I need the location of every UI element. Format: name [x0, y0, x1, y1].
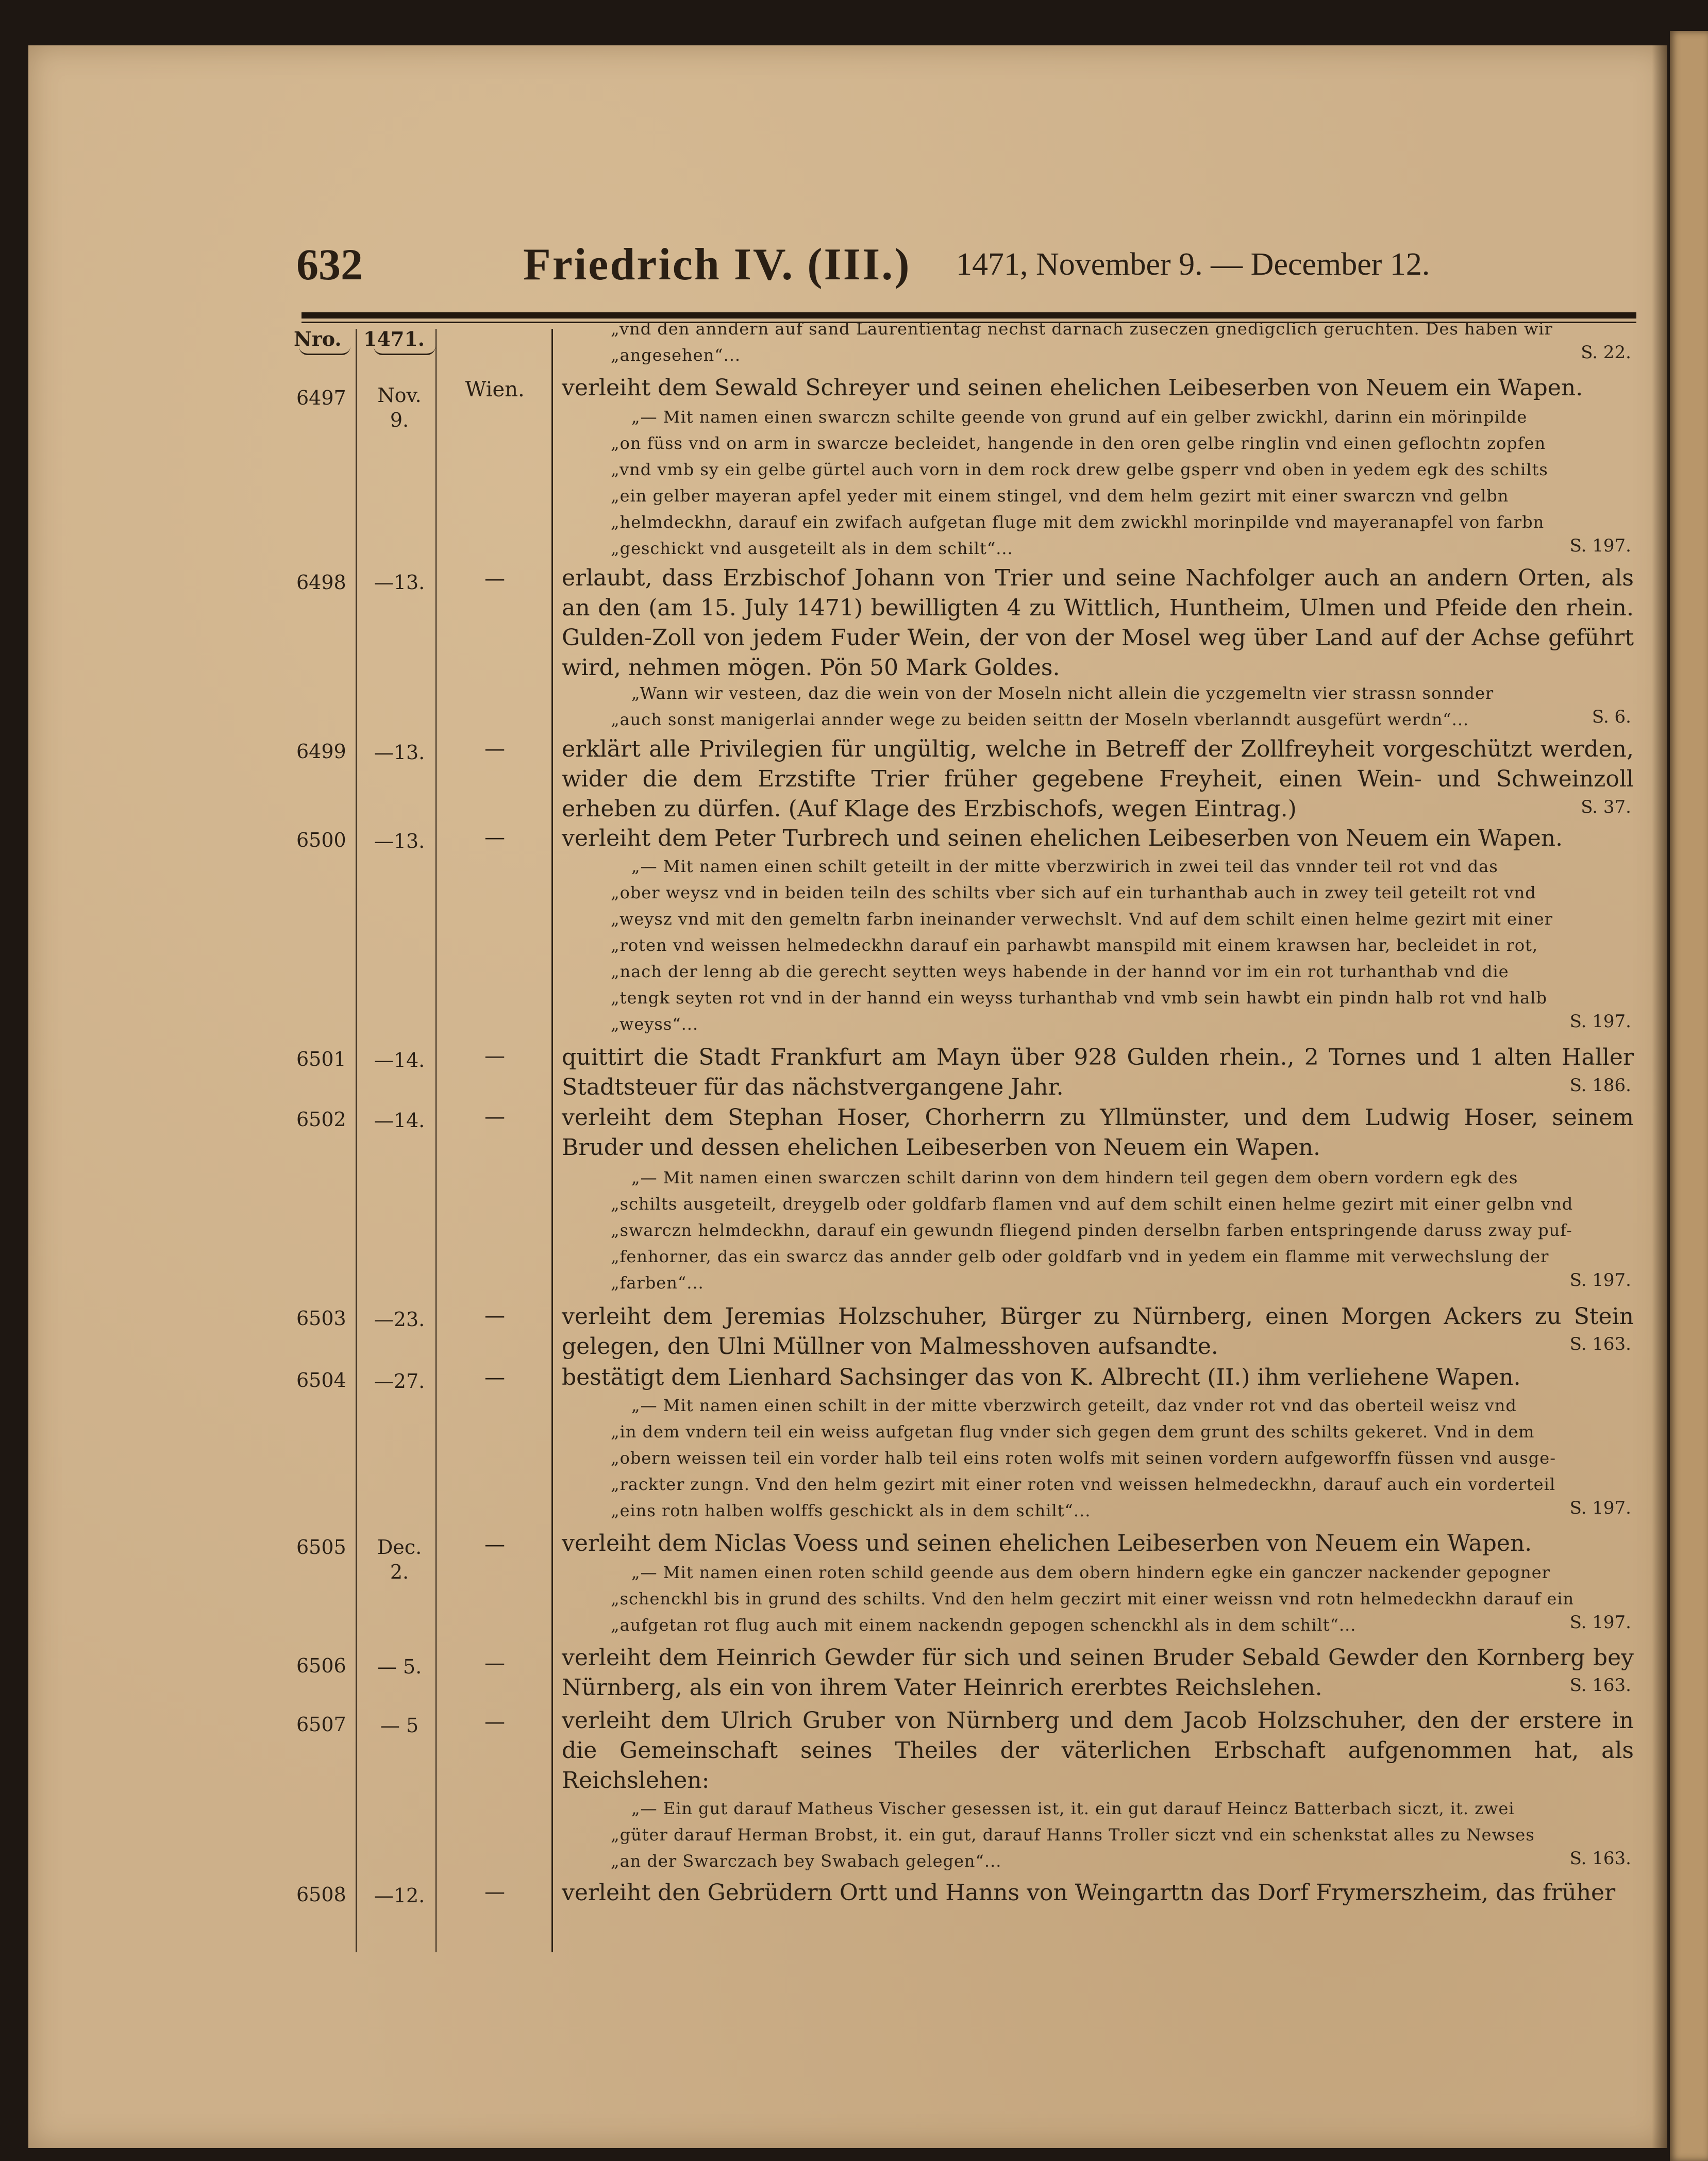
entry-place: —	[484, 1651, 505, 1675]
quote-line: „aufgetan rot flug auch mit einem nackendn gepogen schenckhl als in dem schilt“...	[611, 1615, 1357, 1635]
quote-line: „— Mit namen einen roten schild geende aus dem obern hindern egke ein ganczer nackender gepogner	[631, 1563, 1550, 1582]
source-reference: S. 22.	[1581, 342, 1631, 363]
source-reference: S. 163.	[1569, 1675, 1631, 1696]
entry-text: verleiht dem Peter Turbrech und seinen ehelichen Leibeserben von Neuem ein Wapen.	[562, 825, 1563, 851]
entry-text: verleiht den Gebrüdern Ortt und Hanns von Weingarttn das Dorf Frymerszheim, das früher	[562, 1880, 1616, 1906]
entry-place: —	[484, 1880, 505, 1904]
source-reference: S. 37.	[1581, 797, 1631, 817]
quote-line: „güter darauf Herman Brobst, it. ein gut, darauf Hanns Troller siczt vnd ein schenkstat alles zu Newses	[611, 1825, 1535, 1845]
entry-place: —	[484, 1366, 505, 1389]
entry-place: —	[484, 826, 505, 849]
gutter-shadow	[1652, 45, 1667, 2148]
column-label-number: Nro.	[294, 327, 342, 350]
page-number: 632	[296, 240, 363, 289]
quote-line: „tengk seyten rot vnd in der hannd ein weyss turhanthab vnd vmb sein hawbt ein pindn halb rot vnd halb	[611, 988, 1547, 1008]
entry-text: erlaubt, dass Erzbischof Johann von Trier und seine Nachfolger auch an andern Orten, als an den (am 15. July 1471) bewilligten 4 zu Wittlich, Huntheim, Ulmen und Pfeide den rhein. Gulden-Zoll von jedem Fuder Wein, der von der Mosel weg über Land auf der Achse geführt wird, nehmen mögen. Pön 50 Mark Goldes.	[562, 565, 1634, 681]
page-title: Friedrich IV. (III.)	[523, 240, 911, 290]
entry-number: 6504	[296, 1369, 346, 1392]
source-reference: S. 197.	[1569, 1612, 1631, 1633]
source-reference: S. 186.	[1569, 1075, 1631, 1096]
quote-line: „vnd vmb sy ein gelbe gürtel auch vorn in dem rock drew gelbe gsperr vnd oben in yedem egk des schilts	[611, 460, 1548, 479]
quote-line: „obern weissen teil ein vorder halb teil eins roten wolfs mit seinen vordern aufgeworffn füssen vnd ausge-	[611, 1448, 1556, 1468]
entry-place: —	[484, 1304, 505, 1328]
quote-line: „angesehen“...	[611, 345, 741, 365]
entry-text: verleiht dem Sewald Schreyer und seinen ehelichen Leibeserben von Neuem ein Wapen.	[562, 375, 1583, 401]
quote-line: „rackter zungn. Vnd den helm gezirt mit einer roten vnd weissen helmedeckhn, darauf auch ein vorderteil	[611, 1475, 1556, 1494]
column-brace	[374, 346, 436, 355]
source-reference: S. 197.	[1569, 1270, 1631, 1291]
entry-number: 6498	[296, 571, 346, 594]
entry-text: verleiht dem Niclas Voess und seinen ehelichen Leibeserben von Neuem ein Wapen.	[562, 1530, 1532, 1556]
quote-line: „eins rotn halben wolffs geschickt als in dem schilt“...	[611, 1501, 1091, 1520]
entry-date: —13.	[374, 571, 425, 594]
source-reference: S. 6.	[1592, 707, 1631, 727]
entry-date: — 5	[380, 1714, 419, 1737]
entry-place: —	[484, 1105, 505, 1129]
document-page	[28, 45, 1667, 2148]
quote-line: „nach der lenng ab die gerecht seytten weys habende in der hannd vor im ein rot turhanthab vnd die	[611, 962, 1509, 981]
entry-date: —13.	[374, 741, 425, 764]
quote-line: „ein gelber mayeran apfel yeder mit einem stingel, vnd dem helm gezirt mit einer swarczn vnd gelbn	[611, 486, 1509, 506]
entry-number: 6500	[296, 829, 346, 851]
source-reference: S. 197.	[1569, 1498, 1631, 1518]
column-brace	[299, 346, 350, 355]
quote-line: „schilts ausgeteilt, dreygelb oder goldfarb flamen vnd auf dem schilt einen helme gezirt mit einer gelbn vnd	[611, 1194, 1573, 1214]
entry-number: 6503	[296, 1307, 346, 1330]
quote-line: „weyss“...	[611, 1014, 699, 1034]
entry-date: —23.	[374, 1308, 425, 1331]
quote-line: „schenckhl bis in grund des schilts. Vnd den helm geczirt mit einer weissn vnd rotn helmedeckhn darauf ein	[611, 1589, 1575, 1609]
quote-line: „geschickt vnd ausgeteilt als in dem schilt“...	[611, 539, 1013, 558]
entry-place: Wien.	[465, 378, 525, 401]
quote-line: „— Ein gut darauf Matheus Vischer gesessen ist, it. ein gut darauf Heincz Batterbach siczt, it. zwei	[631, 1799, 1515, 1818]
entry-text: verleiht dem Stephan Hoser, Chorherrn zu Yllmünster, und dem Ludwig Hoser, seinem Bruder und dessen ehelichen Leibeserben von Neuem ein Wapen.	[562, 1104, 1634, 1161]
entry-date: —12.	[374, 1884, 425, 1907]
quote-line: „auch sonst manigerlai annder wege zu beiden seittn der Moseln vberlanndt ausgefürt werdn“...	[611, 710, 1469, 729]
entry-text: erklärt alle Privilegien für ungültig, welche in Betreff der Zollfreyheit vorgeschützt werden, wider die dem Erzstifte Trier früher gegebene Freyheit, einen Wein- und Schweinzoll erheben zu dürfen. (Auf Klage des Erzbischofs, wegen Eintrag.)	[562, 736, 1634, 822]
quote-line: „— Mit namen einen swarczn schilte geende von grund auf ein gelber zwickhl, darinn ein mörinpilde	[631, 407, 1528, 427]
entry-number: 6497	[296, 387, 346, 409]
entry-number: 6505	[296, 1536, 346, 1559]
quote-line: „in dem vndern teil ein weiss aufgetan flug vnder sich gegen dem grunt des schilts gekeret. Vnd in dem	[611, 1422, 1535, 1442]
source-reference: S. 163.	[1569, 1334, 1631, 1354]
quote-line: „ober weysz vnd in beiden teiln des schilts vber sich auf ein turhanthab auch in zwey teil geteilt rot vnd	[611, 883, 1536, 902]
source-reference: S. 163.	[1569, 1848, 1631, 1869]
entry-place: —	[484, 567, 505, 591]
entry-date: —14.	[374, 1049, 425, 1071]
quote-line: „swarczn helmdeckhn, darauf ein gewundn fliegend pinden derselbn farben entspringende daruss zway puf-	[611, 1220, 1572, 1240]
entry-place: —	[484, 1044, 505, 1068]
entry-text: verleiht dem Jeremias Holzschuher, Bürger zu Nürnberg, einen Morgen Ackers zu Stein gelegen, den Ulni Müllner von Malmesshoven aufsandte.	[562, 1303, 1634, 1360]
quote-line: „Wann wir vesteen, daz die wein von der Moseln nicht allein die yczgemeltn vier strassn sonnder	[631, 683, 1494, 703]
quote-line: „roten vnd weissen helmedeckhn darauf ein parhawbt manspild mit einem krawsen har, becleidet in rot,	[611, 935, 1538, 955]
entry-text: bestätigt dem Lienhard Sachsinger das von K. Albrecht (II.) ihm verliehene Wapen.	[562, 1364, 1521, 1391]
entry-date: Nov. 9.	[377, 384, 422, 431]
quote-line: „weysz vnd mit den gemeltn farbn ineinander verwechslt. Vnd auf dem schilt einen helme gezirt mit einer	[611, 909, 1553, 929]
quote-line: „on füss vnd on arm in swarcze becleidet, hangende in den oren gelbe ringlin vnd einen geflochtn zopfen	[611, 433, 1546, 453]
entry-place: —	[484, 1533, 505, 1556]
quote-line: „vnd den anndern auf sand Laurentientag nechst darnach zuseczen gnedigclich geruchten. Des haben wir	[611, 319, 1553, 339]
entry-number: 6507	[296, 1713, 346, 1736]
entry-place: —	[484, 737, 505, 761]
column-rule	[551, 329, 553, 1952]
entry-date: — 5.	[377, 1655, 422, 1678]
entry-text: verleiht dem Ulrich Gruber von Nürnberg und dem Jacob Holzschuher, den der erstere in die Gemeinschaft seines Theiles der väterlichen Erbschaft aufgenommen hat, als Reichslehen:	[562, 1707, 1634, 1794]
entry-date: —14.	[374, 1109, 425, 1132]
column-label-year: 1471.	[363, 327, 425, 350]
date-range: 1471, November 9. — December 12.	[956, 247, 1430, 282]
source-reference: S. 197.	[1569, 1011, 1631, 1032]
quote-line: „helmdeckhn, darauf ein zwifach aufgetan fluge mit dem zwickhl morinpilde vnd mayeranapfel von farbn	[611, 512, 1545, 532]
entry-number: 6506	[296, 1654, 346, 1677]
quote-line: „an der Swarczach bey Swabach gelegen“...	[611, 1851, 1002, 1871]
column-rule	[436, 329, 437, 1952]
entry-date: —13.	[374, 830, 425, 852]
entry-number: 6501	[296, 1048, 346, 1070]
entry-date: —27.	[374, 1370, 425, 1393]
adjacent-page-edge	[1670, 31, 1708, 2161]
entry-place: —	[484, 1710, 505, 1734]
quote-line: „— Mit namen einen schilt geteilt in der mitte vberzwirich in zwei teil das vnnder teil rot vnd das	[631, 857, 1498, 876]
quote-line: „— Mit namen einen swarczen schilt darinn von dem hindern teil gegen dem obern vordern egk des	[631, 1168, 1518, 1187]
quote-line: „— Mit namen einen schilt in der mitte vberzwirch geteilt, daz vnder rot vnd das oberteil weisz vnd	[631, 1396, 1517, 1415]
source-reference: S. 197.	[1569, 535, 1631, 556]
entry-date: Dec. 2.	[377, 1536, 422, 1583]
entry-number: 6508	[296, 1883, 346, 1906]
entry-text: verleiht dem Heinrich Gewder für sich und seinen Bruder Sebald Gewder den Kornberg bey Nürnberg, als ein von ihrem Vater Heinrich ererbtes Reichslehen.	[562, 1645, 1634, 1701]
entry-number: 6502	[296, 1108, 346, 1131]
quote-line: „fenhorner, das ein swarcz das annder gelb oder goldfarb vnd in yedem ein flamme mit verwechslung der	[611, 1247, 1549, 1266]
entry-text: quittirt die Stadt Frankfurt am Mayn über 928 Gulden rhein., 2 Tornes und 1 alten Haller Stadtsteuer für das nächstvergangene Jahr.	[562, 1044, 1634, 1100]
entry-number: 6499	[296, 740, 346, 763]
quote-line: „farben“...	[611, 1273, 704, 1293]
